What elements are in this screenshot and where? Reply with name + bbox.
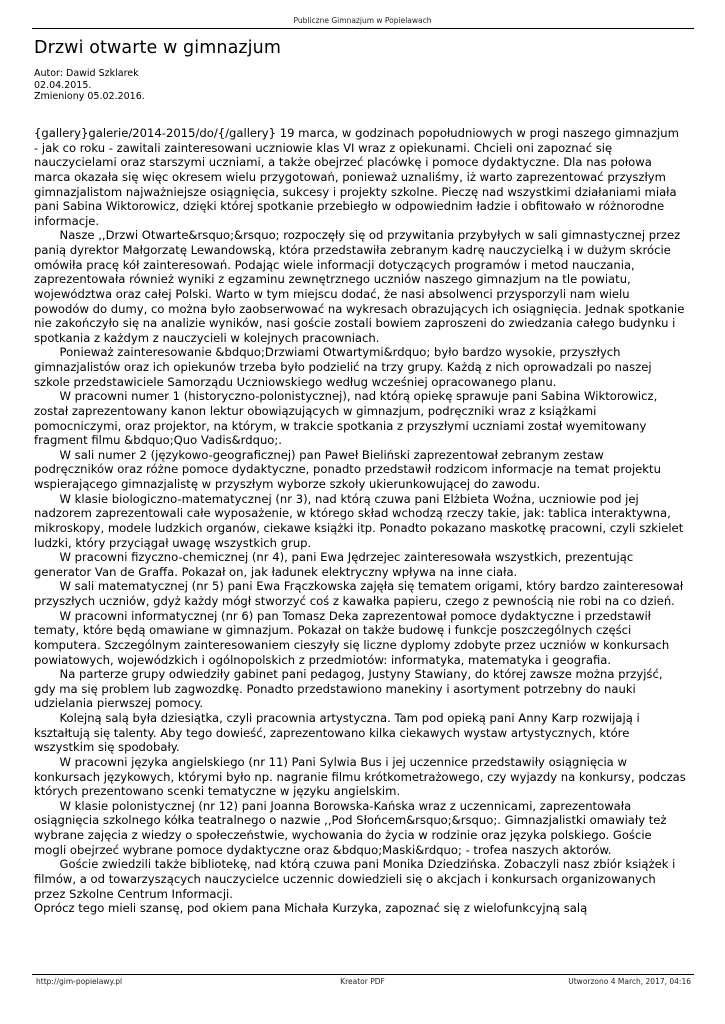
paragraph: Na parterze grupy odwiedziły gabinet pani pedagog, Justyny Stawiany, do której zawsze można przyjść, gdy ma się problem lub zagwozdkę. Ponadto przedstawiono manekiny i asortyment potrzebny do nauki udzielania pierwszej pomocy. <box>34 667 663 711</box>
footer-url: http://gim-popielawy.pl <box>36 977 123 986</box>
modified-date: Zmieniony 05.02.2016. <box>34 91 145 102</box>
paragraph: W klasie biologiczno-matematycznej (nr 3), nad którą czuwa pani Elżbieta Woźna, uczniowie pod jej nadzorem zaprezentowali całe wyposażenie, w którego skład wchodzą rzeczy takie, jak: tablica interaktywna, mikroskopy, modele ludzkich organów, ciekawe książki itp. Ponadto pokazano maskotkę pracowni, czyli szkielet ludzki, który przyciągał uwagę wszystkich grup. <box>34 491 684 550</box>
paragraph: W pracowni numer 1 (historyczno-polonistycznej), nad którą opiekę sprawuje pani Sabina Wiktorowicz, został zaprezentowany kanon lektur obowiązujących w gimnazjum, podręczniki wraz z książkami pomocniczymi, oraz projektor, na którym, w trakcie spotkania z przyszłymi uczniami został wyemitowany fragment filmu &bdquo;Quo Vadis&rdquo;. <box>34 389 658 448</box>
page-header: Publiczne Gimnazjum w Popielawach <box>293 16 432 25</box>
paragraph: W pracowni fizyczno-chemicznej (nr 4), pani Ewa Jędrzejec zainteresowała wszystkich, prezentując generator Van de Graffa. Pokazał on, jak ładunek elektryczny wpływa na inne ciała. <box>34 550 634 579</box>
paragraph: W klasie polonistycznej (nr 12) pani Joanna Borowska-Kańska wraz z uczennicami, zaprezentowała osiągnięcia szkolnego kółka teatralnego o nazwie ,,Pod Słońcem&rsquo;&rsquo;. Gimnazjalistki omawiały też wybrane zajęcia z wiedzy o społeczeństwie, wychowania do życia w rodzinie oraz języka polskiego. Goście mogli obejrzeć wybrane pomoce dydaktyczne oraz &bdquo;Maski&rdquo; - trofea naszych aktorów. <box>34 798 667 857</box>
footer-divider <box>32 974 694 975</box>
publish-date: 02.04.2015. <box>34 79 92 91</box>
author-line: Autor: Dawid Szklarek <box>34 68 139 79</box>
paragraph: W pracowni informatycznej (nr 6) pan Tomasz Deka zaprezentował pomoce dydaktyczne i przedstawił tematy, które będą omawiane w gimnazjum. Pokazał on także budowę i funkcje poszczególnych części komputera. Szczególnym zainteresowaniem cieszyły się liczne dyplomy zdobyte przez uczniów w konkursach powiatowych, wojewódzkich i ogólnopolskich z przedmiotów: informatyka, matematyka i geografia. <box>34 608 670 667</box>
header-divider <box>32 28 694 29</box>
paragraph: {gallery}galerie/2014-2015/do/{/gallery} 19 marca, w godzinach popołudniowych w progi naszego gimnazjum - jak co roku - zawitali zainteresowani uczniowie klas VI wraz z opiekunami. Chcieli oni zapoznać się nauczycielami oraz starszymi uczniami, a także obejrzeć placówkę i pomoce dydaktyczne. Dla nas połowa marca okazała się więc okresem wielu przygotowań, ponieważ uznaliśmy, iż warto zaprezentować przyszłym gimnazjalistom najważniejsze osiągnięcia, sukcesy i projekty szkolne. Pieczę nad wszystkimi działaniami miała pani Sabina Wiktorowicz, dzięki której spotkanie przebiegło w odpowiednim ładzie i obfitowało w różnorodne informacje. <box>34 126 679 228</box>
footer-created: Utworzono 4 March, 2017, 04:16 <box>568 977 691 986</box>
paragraph: Nasze ,,Drzwi Otwarte&rsquo;&rsquo; rozpoczęły się od przywitania przybyłych w sali gimnastycznej przez panią dyrektor Małgorzatę Lewandowską, która przedstawiła zebranym kadrę nauczycielką i w dużym skrócie omówiła pracę kół zainteresowań. Podając wiele informacji dotyczących programów i metod nauczania, zaprezentowała również wyniki z egzaminu zewnętrznego uczniów naszego gimnazjum na tle powiatu, województwa oraz całej Polski. Warto w tym miejscu dodać, że nasi absolwenci przysporzyli nam wielu powodów do dumy, co można było zaobserwować na wykresach obrazujących ich osiągnięcia. Jednak spotkanie nie zakończyło się na analizie wyników, nasi goście zostali bowiem zaproszeni do zwiedzania całego budynku i spotkania z każdym z nauczycieli w kolejnych pracowniach. <box>34 228 685 345</box>
article-title: Drzwi otwarte w gimnazjum <box>34 38 281 58</box>
article-meta <box>34 68 145 103</box>
article-body <box>34 126 686 916</box>
paragraph: Kolejną salą była dziesiątka, czyli pracownia artystyczna. Tam pod opieką pani Anny Karp rozwijają i kształtują się talenty. Aby tego dowieść, zaprezentowano kilka ciekawych wystaw artystycznych, które wszystkim się spodobały. <box>34 711 640 755</box>
footer-generator: Kreator PDF <box>340 977 385 986</box>
paragraph: Ponieważ zainteresowanie &bdquo;Drzwiami Otwartymi&rdquo; było bardzo wysokie, przyszłych gimnazjalistów oraz ich opiekunów trzeba było podzielić na trzy grupy. Każdą z nich oprowadzali po naszej szkole przedstawiciele Samorządu Uczniowskiego według wcześniej opracowanego planu. <box>34 345 652 389</box>
paragraph: W pracowni języka angielskiego (nr 11) Pani Sylwia Bus i jej uczennice przedstawiły osiągnięcia w konkursach językowych, którymi było np. nagranie filmu krótkometrażowego, czy wyjazdy na konkursy, podczas których prezentowano scenki tematyczne w języku angielskim. <box>34 754 686 799</box>
paragraph: W sali numer 2 (językowo-geograficznej) pan Paweł Bieliński zaprezentował zebranym zestaw podręczników oraz różne pomoce dydaktyczne, ponadto przedstawił rodzicom informacje na temat projektu wspierającego gimnazjalistę w przyszłym wyborze szkoły ukierunkowującej do zawodu. <box>34 447 661 491</box>
paragraph: W sali matematycznej (nr 5) pani Ewa Frączkowska zajęła się tematem origami, który bardzo zainteresował przyszłych uczniów, gdyż każdy mógł stworzyć coś z kawałka papieru, czego z pewnością nie robi na co dzień. <box>34 579 684 608</box>
paragraph: Goście zwiedzili także bibliotekę, nad którą czuwa pani Monika Dziedzińska. Zobaczyli nasz zbiór książek i filmów, a od towarzyszących nauczycielce uczennic dowiedzieli się o akcjach i konkursach organizowanych przez Szkolne Centrum Informacji. <box>34 857 676 901</box>
paragraph: Oprócz tego mieli szansę, pod okiem pana Michała Kurzyka, zapoznać się z wielofunkcyjną salą <box>34 901 588 916</box>
